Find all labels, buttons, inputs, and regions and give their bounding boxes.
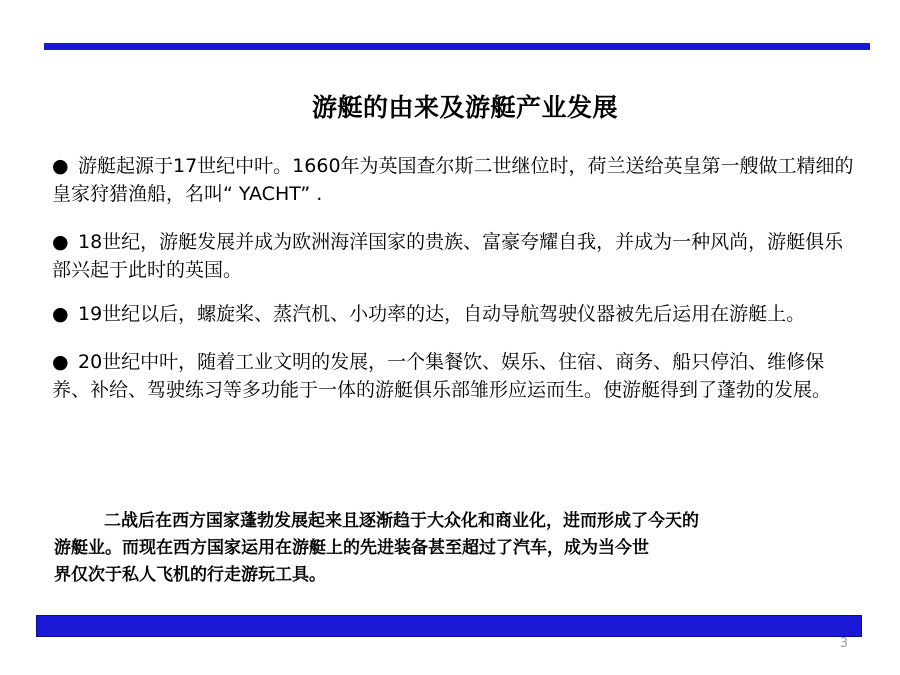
paragraph-line: 界仅次于私人飞机的行走游玩工具。 xyxy=(54,565,326,585)
slide-title: 游艇的由来及游艇产业发展 xyxy=(311,93,618,122)
bullet-dot: ● xyxy=(52,303,69,325)
bullet-item xyxy=(52,300,862,328)
bullet-dot: ● xyxy=(52,155,69,177)
bullet-text: 18世纪，游艇发展并成为欧洲海洋国家的贵族、富豪夸耀自我，并成为一种风尚，游艇俱乐部兴起于此时的英国。 xyxy=(52,231,844,281)
bullet-text: 19世纪以后，螺旋桨、蒸汽机、小功率的达，自动导航驾驶仪器被先后运用在游艇上。 xyxy=(78,303,806,325)
paragraph-line: 二战后在西方国家蓬勃发展起来且逐渐趋于大众化和商业化，进而形成了今天的 xyxy=(104,511,699,531)
bullet-text: 20世纪中叶，随着工业文明的发展，一个集餐饮、娱乐、住宿、商务、船只停泊、维修保养、补给、驾驶练习等多功能于一体的游艇俱乐部雏形应运而生。使游艇得到了蓬勃的发展。 xyxy=(52,351,832,401)
top-divider-bar xyxy=(44,43,870,50)
bullet-item xyxy=(52,348,862,404)
bullet-dot: ● xyxy=(52,351,69,373)
paragraph-line: 游艇业。而现在西方国家运用在游艇上的先进装备甚至超过了汽车，成为当今世 xyxy=(54,538,649,558)
page-number: 3 xyxy=(839,636,848,651)
bullet-text: 游艇起源于17世纪中叶。1660年为英国查尔斯二世继位时，荷兰送给英皇第一艘做工精细的皇家狩猎渔船，名叫“ YACHT” . xyxy=(52,155,854,205)
bullet-list xyxy=(52,152,862,422)
bullet-item xyxy=(52,152,862,208)
bottom-divider-bar xyxy=(36,615,862,637)
summary-paragraph xyxy=(54,508,890,589)
bullet-item xyxy=(52,228,862,284)
bullet-dot: ● xyxy=(52,231,69,253)
